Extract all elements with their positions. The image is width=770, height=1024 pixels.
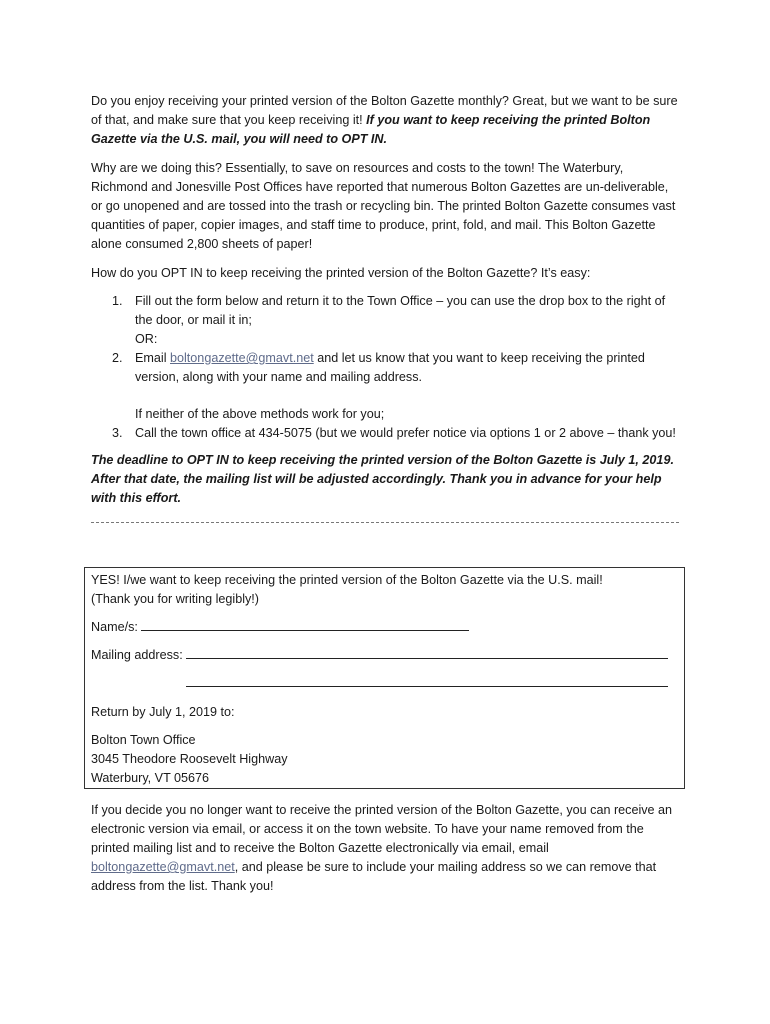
name-field[interactable] — [141, 618, 469, 631]
form-address-row-2 — [91, 674, 678, 693]
step-text: Fill out the form below and return it to the Town Office – you can use the drop box to the right of the door, or mail it in; — [135, 294, 666, 327]
closing-paragraph — [91, 801, 681, 896]
opt-in-form — [84, 567, 685, 789]
step-number: 3. — [112, 426, 123, 440]
why-paragraph: Why are we doing this? Essentially, to save on resources and costs to the town! The Waterbury, Richmond and Jonesville Post Offices have reported that numerous Bolton Gazettes are un-deliverable, or go unopened and are tossed into the trash or recycling bin. The printed Bolton Gazette consumes vast quantities of paper, copier images, and staff time to produce, print, fold, and mail. This Bolton Gazette alone consumed 2,800 sheets of paper! — [91, 161, 676, 251]
step-two — [91, 349, 681, 387]
closing-email-link[interactable]: boltongazette@gmavt.net — [91, 860, 235, 874]
office-street: 3045 Theodore Roosevelt Highway — [91, 752, 288, 766]
intro-paragraph — [91, 92, 681, 149]
step-text: Call the town office at 434-5075 (but we would prefer notice via options 1 or 2 above – thank you! — [135, 426, 676, 440]
name-label: Name/s: — [91, 620, 138, 634]
step-or: OR: — [135, 332, 158, 346]
mailing-address-field[interactable] — [186, 646, 668, 659]
step-one — [91, 292, 681, 330]
closing-text: If you decide you no longer want to receive the printed version of the Bolton Gazette, you can receive an electronic version via email, or access it on the town website. To have your name removed from the printed mailing list and to receive the Bolton Gazette electronically via email, email — [91, 803, 673, 855]
deadline-notice: The deadline to OPT IN to keep receiving the printed version of the Bolton Gazette is July 1, 2019. After that date, the mailing list will be adjusted accordingly. Thank you in advance for your help with this effort. — [91, 453, 674, 505]
office-name: Bolton Town Office — [91, 733, 196, 747]
steps-list — [91, 292, 681, 443]
intro-opt-in-emphasis: If you want to keep receiving the printed Bolton Gazette via the U.S. mail, you will need to OPT IN. — [91, 113, 651, 146]
step-neither: If neither of the above methods work for you; — [135, 407, 385, 421]
step-text-continued: and let us know that you want to keep receiving the printed version, along with your name and mailing address. — [135, 351, 645, 384]
how-paragraph: How do you OPT IN to keep receiving the printed version of the Bolton Gazette? It’s easy: — [91, 266, 591, 280]
form-name-row — [91, 618, 678, 637]
form-legibility-note: (Thank you for writing legibly!) — [91, 592, 259, 606]
email-link[interactable]: boltongazette@gmavt.net — [170, 351, 314, 365]
form-address-row — [91, 646, 678, 665]
return-by-label: Return by July 1, 2019 to: — [91, 705, 235, 719]
mailing-address-field-line-2[interactable] — [186, 674, 668, 687]
cut-line-divider — [91, 522, 679, 533]
letter-body — [91, 92, 681, 527]
step-number: 2. — [112, 351, 123, 365]
form-yes-statement: YES! I/we want to keep receiving the printed version of the Bolton Gazette via the U.S. mail! — [91, 573, 603, 587]
step-number: 1. — [112, 294, 123, 308]
office-city: Waterbury, VT 05676 — [91, 771, 210, 785]
intro-text: Do you enjoy receiving your printed version of the Bolton Gazette monthly? Great, but we want to be sure of that, and make sure that you keep receiving it! — [91, 94, 678, 127]
mailing-address-label: Mailing address: — [91, 648, 183, 662]
step-text: Email — [135, 351, 170, 365]
step-three — [91, 424, 681, 443]
closing-text-continued: , and please be sure to include your mailing address so we can remove that address from the list. Thank you! — [91, 860, 657, 893]
